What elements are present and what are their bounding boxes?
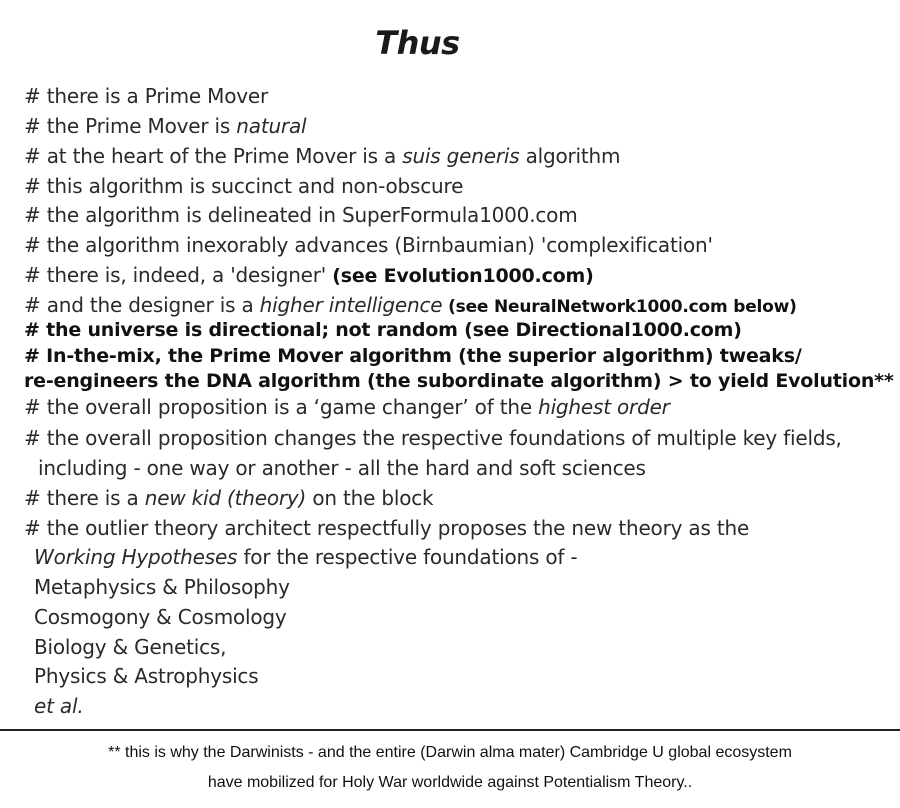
reference-text: (see Directional1000.com)	[464, 319, 742, 341]
line-text: for the respective foundations of -	[237, 545, 578, 569]
emphasis-text: suis generis	[402, 144, 520, 168]
bullet-line-continuation: re-engineers the DNA algorithm (the subordinate algorithm) > to yield Evolution**	[24, 370, 894, 392]
bullet-line: # the algorithm inexorably advances (Birnbaumian) 'complexification'	[24, 233, 713, 257]
field-item: Physics & Astrophysics	[34, 664, 259, 688]
footnote-line: have mobilized for Holy War worldwide against Potentialism Theory..	[207, 774, 693, 791]
emphasis-text: Working Hypotheses	[34, 545, 238, 569]
footnote-line: ** this is why the Darwinists - and the entire (Darwin alma mater) Cambridge U global ecosystem	[108, 744, 792, 761]
bullet-line	[24, 319, 742, 341]
emphasis-text: ‘game changer’	[313, 395, 469, 419]
bullet-line: # there is a Prime Mover	[24, 84, 269, 108]
emphasis-text: highest order	[538, 395, 670, 419]
bullet-line	[24, 144, 620, 168]
bullet-line	[24, 395, 670, 419]
emphasis-text: natural	[236, 114, 307, 138]
field-item: Metaphysics & Philosophy	[34, 575, 290, 599]
bullet-line	[24, 263, 594, 287]
field-item: et al.	[34, 694, 84, 718]
bullet-line: # the outlier theory architect respectfully proposes the new theory as the	[24, 516, 750, 540]
bullet-line-continuation: including - one way or another - all the hard and soft sciences	[38, 456, 646, 480]
line-text: # the universe is directional; not random	[24, 319, 465, 341]
line-text: # at the heart of the Prime Mover is a	[24, 144, 403, 168]
bullet-line: # the algorithm is delineated in SuperFormula1000.com	[24, 203, 578, 227]
bullet-line: # the overall proposition changes the respective foundations of multiple key fields,	[24, 426, 842, 450]
bullet-line: # In-the-mix, the Prime Mover algorithm (the superior algorithm) tweaks/	[24, 345, 802, 367]
line-text: on the block	[306, 486, 434, 510]
field-item: Cosmogony & Cosmology	[34, 605, 287, 629]
line-text: algorithm	[519, 144, 621, 168]
line-text: # the Prime Mover is	[24, 114, 237, 138]
bullet-line: # this algorithm is succinct and non-obscure	[24, 174, 464, 198]
bullet-line-continuation	[34, 545, 577, 569]
line-text: # and the designer is a	[24, 293, 260, 317]
bullet-line	[24, 114, 306, 138]
line-text: of the	[468, 395, 539, 419]
line-text: # the overall proposition is a	[24, 395, 314, 419]
emphasis-text: higher intelligence	[259, 293, 443, 317]
bullet-line	[24, 486, 433, 510]
reference-text: (see Evolution1000.com)	[332, 265, 594, 287]
emphasis-text: new kid (theory)	[144, 486, 307, 510]
reference-text: (see NeuralNetwork1000.com below)	[442, 297, 797, 317]
line-text: # there is a	[24, 486, 145, 510]
divider	[0, 729, 900, 731]
page-title: Thus	[375, 24, 460, 62]
bullet-line	[24, 293, 797, 317]
field-item: Biology & Genetics,	[34, 635, 227, 659]
line-text: # there is, indeed, a 'designer'	[24, 263, 333, 287]
